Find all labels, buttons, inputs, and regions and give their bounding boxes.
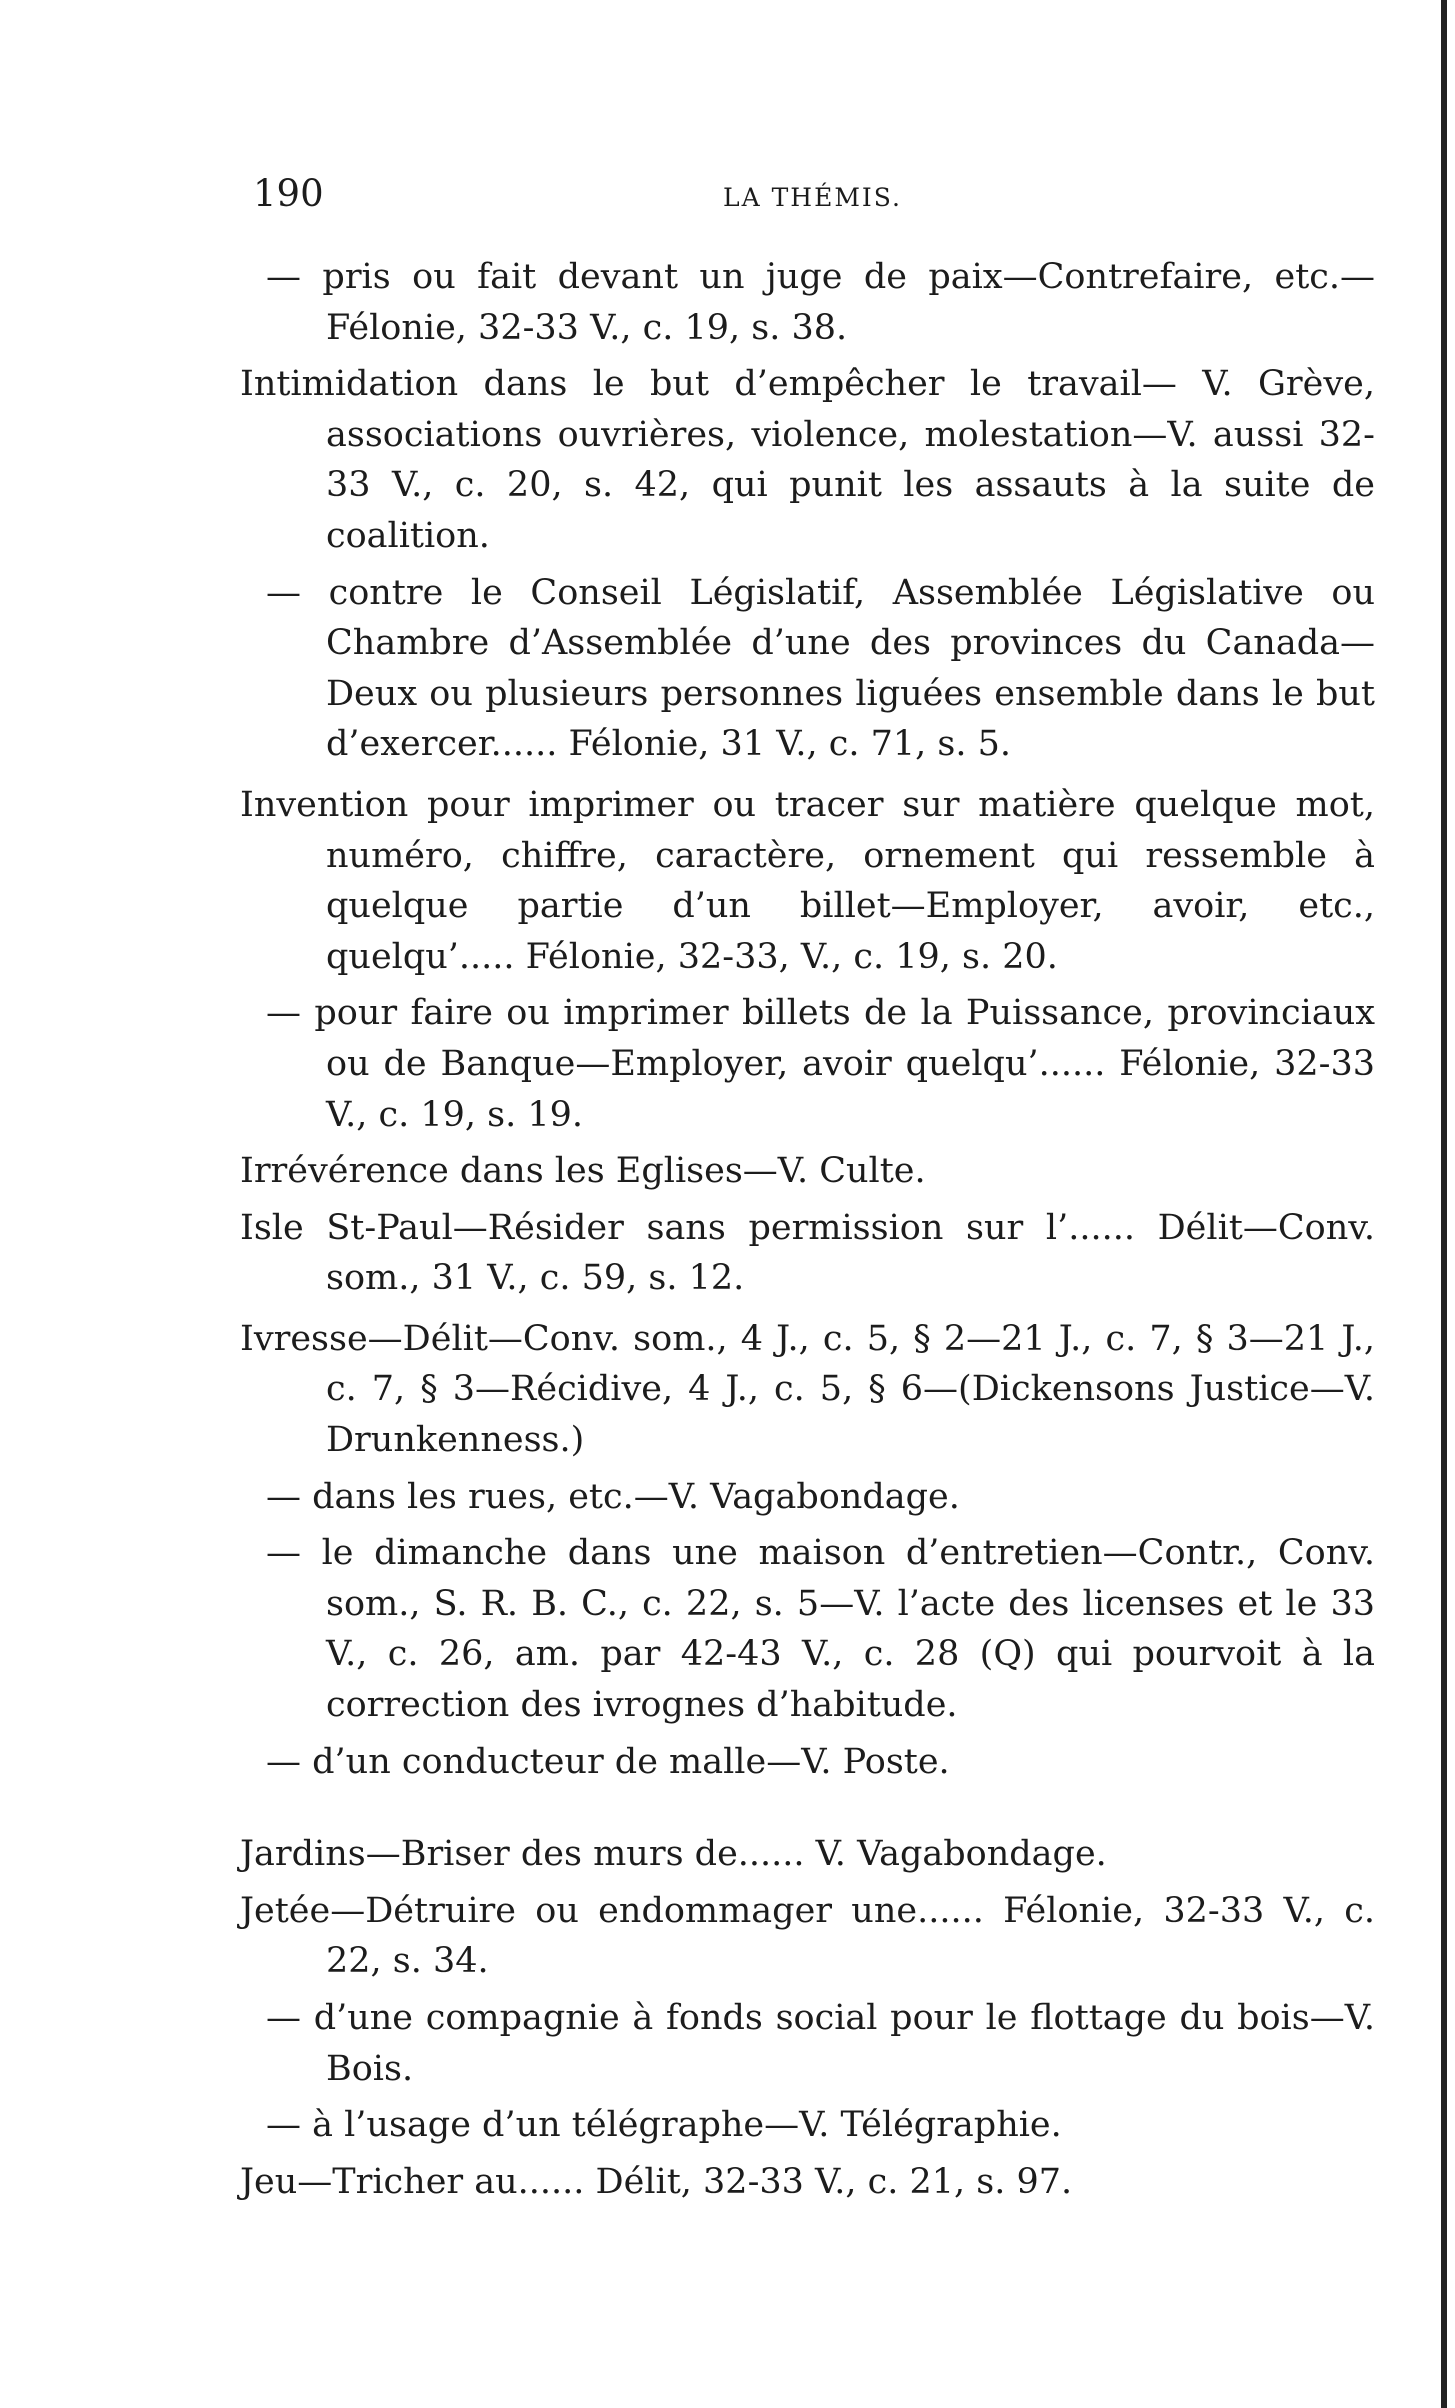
index-entry: Isle St-Paul—Résider sans permission sur l’...... Délit—Conv. som., 31 V., c. 59, s. 12. [240,1207,1375,1299]
index-text [240,252,1375,2207]
index-entry: Irrévérence dans les Eglises—V. Culte. [240,1151,926,1192]
index-entry: — dans les rues, etc.—V. Vagabondage. [266,1476,960,1517]
page-header [253,170,1333,230]
index-entry: — le dimanche dans une maison d’entretien—Contr., Conv. som., S. R. B. C., c. 22, s. 5—V. l’acte des licenses et le 33 V., c. 26, am. par 42-43 V., c. 28 (Q) qui pourvoit à la correction des ivrognes d’habitude. [266,1533,1375,1726]
page-number: 190 [253,172,324,215]
index-entry: Jetée—Détruire ou endommager une...... Félonie, 32-33 V., c. 22, s. 34. [240,1890,1375,1982]
index-entry: Jardins—Briser des murs de...... V. Vagabondage. [240,1834,1107,1875]
index-entry: — contre le Conseil Législatif, Assemblée Législative ou Chambre d’Assemblée d’une des provinces du Canada—Deux ou plusieurs personnes liguées ensemble dans le but d’exercer...... Félonie, 31 V., c. 71, s. 5. [266,572,1375,765]
index-entry: Jeu—Tricher au...... Délit, 32-33 V., c. 21, s. 97. [240,2161,1073,2202]
index-entry: — à l’usage d’un télégraphe—V. Télégraphie. [266,2105,1062,2146]
index-entry: — pour faire ou imprimer billets de la Puissance, provinciaux ou de Banque—Employer, avoir quelqu’...... Félonie, 32-33 V., c. 19, s. 19. [266,993,1375,1135]
index-entry: Ivresse—Délit—Conv. som., 4 J., c. 5, § 2—21 J., c. 7, § 3—21 J., c. 7, § 3—Récidive, 4 J., c. 5, § 6—(Dickensons Justice—V. Drunkenness.) [240,1318,1375,1461]
page-edge-rule [1441,0,1447,2408]
running-title: LA THÉMIS. [723,183,902,212]
index-entry: Invention pour imprimer ou tracer sur matière quelque mot, numéro, chiffre, caractère, ornement qui ressemble à quelque partie d’un billet—Employer, avoir, etc., quelqu’..... Félonie, 32-33, V., c. 19, s. 20. [240,784,1375,977]
index-entry: — d’un conducteur de malle—V. Poste. [266,1741,950,1782]
index-entry: — d’une compagnie à fonds social pour le flottage du bois—V. Bois. [266,1998,1375,2089]
index-entry: — pris ou fait devant un juge de paix—Contrefaire, etc.—Félonie, 32-33 V., c. 19, s. 38. [266,257,1375,348]
index-entry: Intimidation dans le but d’empêcher le travail— V. Grève, associations ouvrières, violence, molestation—V. aussi 32-33 V., c. 20, s. 42, qui punit les assauts à la suite de coalition. [240,364,1375,556]
